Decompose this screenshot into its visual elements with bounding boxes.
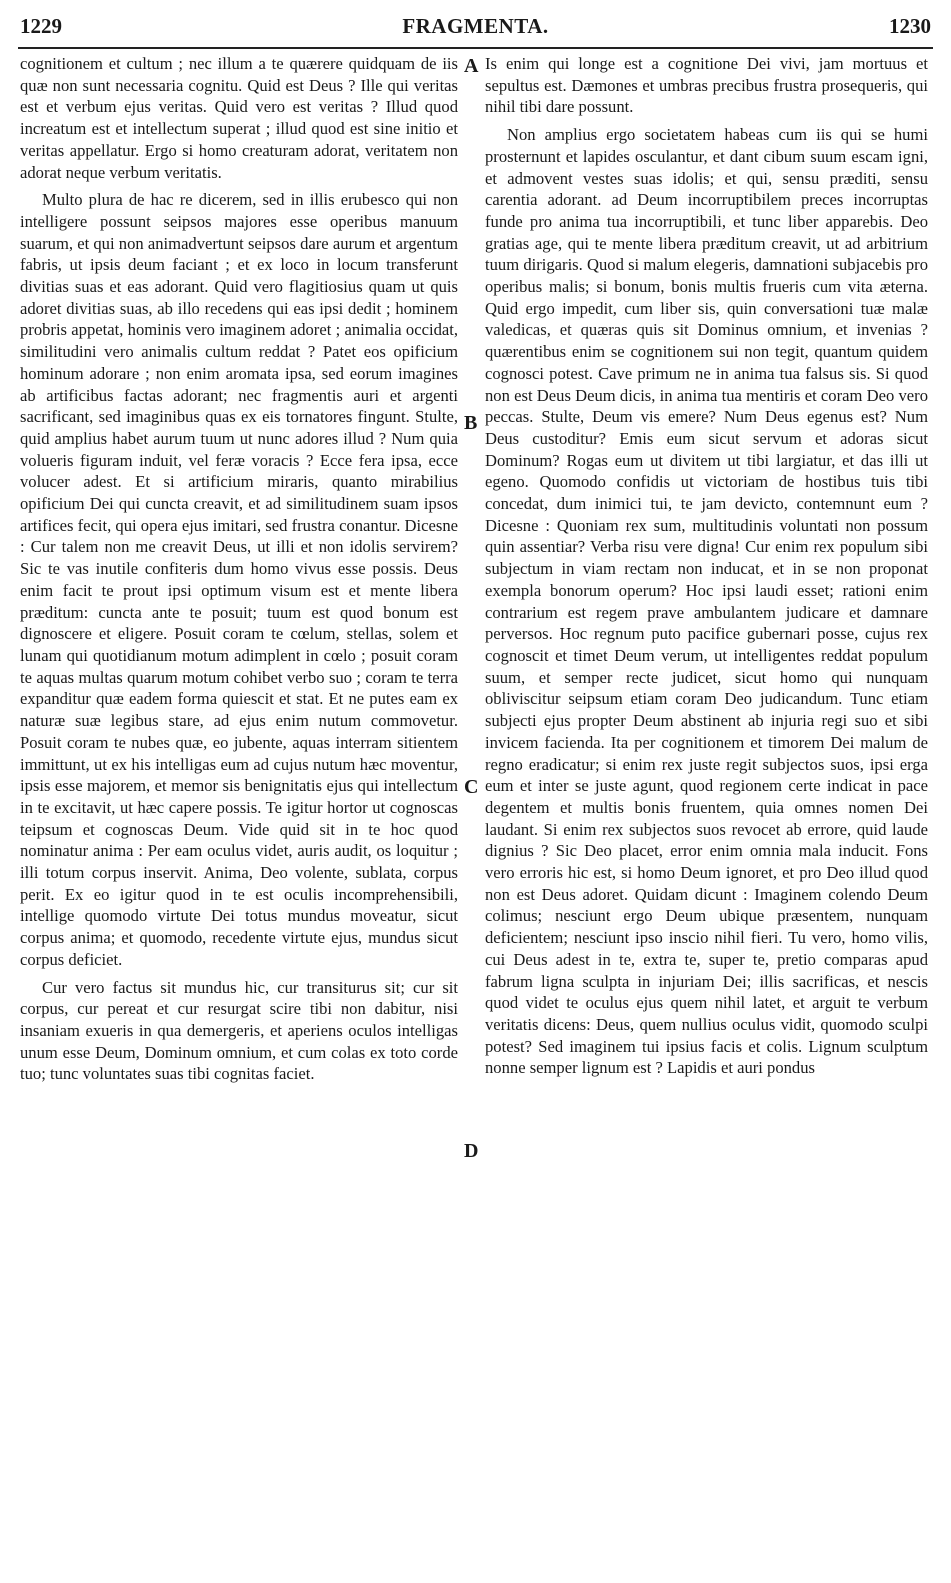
margin-marker-d: D — [464, 1140, 479, 1162]
margin-marker-b: B — [464, 412, 478, 434]
paragraph: Cur vero factus sit mundus hic, cur transiturus sit; cur sit corpus, cur pereat et cur resurgat scire tibi non dabitur, nisi insaniam exueris in qua demergeris, et aperiens oculos intelligas unum esse Deum, Dominum omnium, et cum colas ex toto corde tuo; tunc voluntates suas tibi cognitas faciet. — [20, 977, 458, 1084]
page-number-left: 1229 — [20, 14, 62, 38]
header-rule — [18, 47, 933, 49]
paragraph: Is enim qui longe est a cognitione Dei vivi, jam mortuus et sepultus est. Dæmones et umbras precibus frustra prosequeris, qui nihil tibi dare possunt. — [485, 54, 928, 117]
page-header — [0, 14, 951, 44]
paragraph: Non amplius ergo societatem habeas cum iis qui se humi prosternunt et lapides osculantur, et dant cibum suum escam igni, et admovent vestes suas idolis; et qui, sensu præditi, sensu carentia adorant. ad Deum incorruptibilem preces incorruptas funde pro anima tua incorruptibili, et tunc liber apparebis. Deo gratias age, qui te mente libera præditum creavit, ut ad arbitrium tuum dirigaris. Quod si malum elegeris, damnationi subjacebis pro operibus malis; si bonum, bonis multis frueris cum vita æterna. Quid ergo impedit, cum liber sis, quin conversationi tuæ malæ valedicas, et quæras quis sit Dominus omnium, et invenias ? quærentibus enim se cognitionem sui non tegit, quantum quidem cognosci potest. Cave primum ne in anima tua falsus sis. Si quod non est Deus Deum dicis, in anima tua mentiris et coram Deo vero peccas. Stulte, Deum vis emere? Num Deus egenus est? Num Deus custoditur? Emis eum sicut servum et adoras sicut Dominum? Rogas eum ut divitem ut tibi largiatur, et das illi ut egeno. Quomodo confidis ut victoriam de hostibus tuis tibi concedat, dum inimici tui, te jam devicto, contemnunt eum ? Dicesne : Quoniam rex sum, multitudinis voluntati non possum quin assentiar? Verba risu vere digna! Cur enim rex populum sibi subjectum in viam rectam non inducat, et in se non proponat exempla bonorum operum? Hoc ipsi laudi esset; rationi enim contrarium est regem prave ambulantem judicare et damnare perversos. Hoc regnum puto pacifice gubernari posse, cujus rex cognoscit et timet Deum verum, ut intelligentes reddat populum suum, et semper recte judicet, sicut homo qui nunquam obliviscitur seipsum etiam coram Deo judicandum. Tunc etiam subjecti ejus propter Deum abstinent ab injuria regi suo et sibi invicem facienda. Ita per cognitionem et timorem Dei malum de regno eradicatur; si enim rex juste regit subjectos suos, ipsi erga eum et inter se juste agunt, quod regionem certe indicat in pace degentem et multis bonis fruentem, quia omnes nomen Dei laudant. Si enim rex subjectos suos revocet ab errore, quid laude dignius ? Sic Deo placet, error enim omnia mala inducit. Fons vero erroris hic est, si homo Deum ignoret, et pro Deo illud quod non est Deus adoret. Quidam dicunt : Imaginem colendo Deum colimus; nesciunt ergo Deum ubique præsentem, nunquam deficientem; nesciunt ipso inscio nihil fieri. Tu vero, homo vilis, cui Deus adest in te, extra te, super te, pretio comparas apud fabrum ligna sculpta in injuriam Dei; illis sacrificas, et nescis quod videt te oculus ejus quem nihil latet, et arguit te verbum veritatis dicens: Deus, quem nullius oculus vidit, quomodo sculpi potest? Sed imaginem tui ipsius facis et colis. Lignum sculptum nonne semper lignum est ? Lapidis et auri pondus — [485, 125, 928, 1078]
margin-marker-c: C — [464, 776, 479, 798]
paragraph: Multo plura de hac re dicerem, sed in illis erubesco qui non intelligere possunt seipsos majores esse operibus manuum suarum, et qui non animadvertunt seipsos dare aurum et argentum fabris, ut ipsis deum faciant ; et ex loco in locum transferunt divitias suas et eas adorant. Quid vero flagitiosius quam ut quis adoret divitias suas, ab illo recedens qui eas ipsi dedit ; hominem probris appetat, hominis vero imaginem adoret ; animalia occidat, similitudini vero animalis cultum reddat ? Patet eos opificium hominum adorare ; non enim aromata ipsa, sed eorum imagines ab artificibus factas adorant; nec fragmentis auri et argenti sacrificant, sed imaginibus quas ex eis tornatores fingunt. Stulte, quid amplius habet aurum tuum ut nunc adores illud ? Num quia volueris figuram induit, vel feræ voracis ? Ecce fera ipsa, ecce volucer adest. Et si artificium miraris, quanto mirabilius opificium Dei qui cuncta creavit, et ad similitudinem suam ipsos artifices fecit, qui opera ejus imitari, sed frustra conantur. Dicesne : Cur talem non me creavit Deus, ut illi et non idolis servirem? Sic te vas inutile confiteris dum homo vivus esse possis. Deus enim facit te prout ipsi optimum visum est et mente libera præditum: cuncta ante te posuit; tuum est quod bonum est dignoscere et eligere. Posuit coram te cœlum, stellas, solem et lunam qui quotidianum motum adimplent in cœlo ; posuit coram te aquas multas quarum motum cohibet verbo suo ; coram te terra expanditur quæ eadem forma quiescit et stat. Et ne putes eam ex naturæ suæ legibus stare, ad ejus enim nutum commovetur. Posuit coram te nubes quæ, eo jubente, aquas interram sitientem immittunt, ut ex his intelligas eum ad cujus nutum hæc moventur, ipsis esse majorem, et memor sis benignitatis ejus qui intellectum in te excitavit, ut hæc capere possis. Te igitur hortor ut cognoscas teipsum et cognoscas Deum. Vide quid sit in te hoc quod nominatur anima : Per eam oculus videt, auris audit, os loquitur ; illi totum corpus inservit. Anima, Deo volente, sublata, corpus perit. Ex eo igitur quod in te est oculis incomprehensibili, intellige quomodo virtute Dei totus mundus moveatur, sicut corpus anima; et quomodo, recedente virtute ejus, mundus sicut corpus deficiet. — [20, 190, 458, 969]
running-title: FRAGMENTA. — [402, 14, 549, 38]
right-column — [485, 53, 928, 1079]
margin-marker-a: A — [464, 55, 479, 77]
left-column — [20, 53, 458, 1085]
paragraph: cognitionem et cultum ; nec illum a te quærere quidquam de iis quæ non sunt necessaria cognitu. Quid est Deus ? Ille qui veritas est et verbum ejus veritas. Quid vero est veritas ? Illud quod increatum est et intellectum superat ; illud quod est sine initio et veritas appellatur. Ergo si homo creaturam adorat, veritatem non adorat neque verbum veritatis. — [20, 54, 458, 182]
page-number-right: 1230 — [889, 14, 931, 38]
